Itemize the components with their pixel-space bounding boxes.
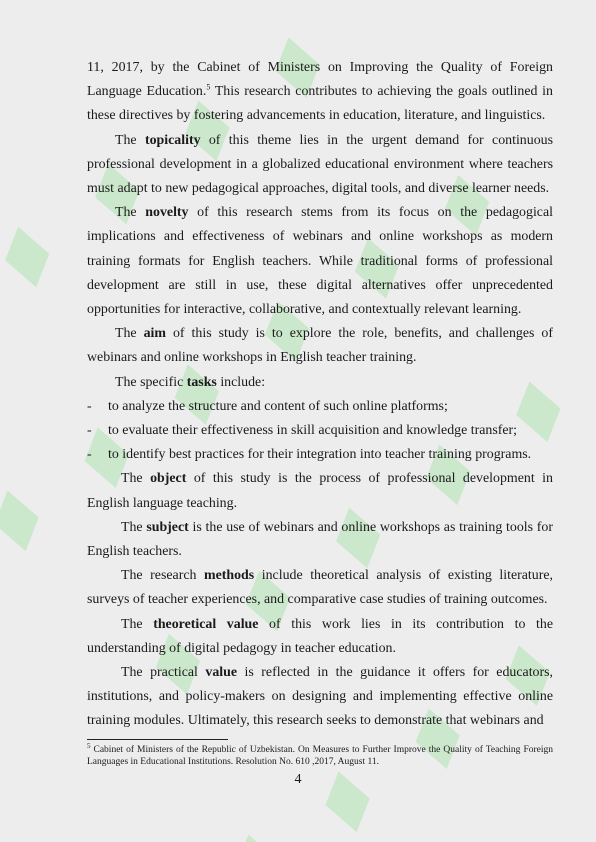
keyword-theoretical-value: theoretical value [153, 616, 259, 632]
task-list-item: - to identify best practices for their integration into teacher training programs. [87, 447, 532, 463]
keyword-object: object [150, 471, 187, 487]
paragraph-topicality: The topicality of this theme lies in the urgent demand for continuous professional development in a globalized educational environment where teachers must adapt to new pedagogical approaches, digital tools, and diverse learner needs. [87, 132, 553, 197]
footnote-reference[interactable]: 5 [206, 82, 211, 92]
keyword-novelty: novelty [145, 205, 189, 221]
keyword-methods: methods [204, 568, 255, 584]
footnote-text: Cabinet of Ministers of the Republic of Uzbekistan. On Measures to Further Improve the Quality of Teaching Foreign Languages in Educational Institutions. Resolution No. 610 ,2017, August 11. [87, 745, 553, 768]
paragraph-methods: The research methods include theoretical analysis of existing literature, surveys of teacher experiences, and comparative case studies of training outcomes. [87, 568, 553, 608]
paragraph-novelty: The novelty of this research stems from its focus on the pedagogical implications and effectiveness of webinars and online workshops as modern training formats for English teachers. While traditional forms of professional development are still in use, these digital alternatives offer unprecedented opportunities for interactive, collaborative, and contextually relevant learning. [87, 205, 553, 318]
keyword-topicality: topicality [144, 132, 201, 148]
paragraph-object: The object of this study is the process of professional development in English language teaching. [87, 471, 553, 511]
keyword-subject: subject [146, 519, 189, 535]
paragraph-intro-continued: 11, 2017, by the Cabinet of Ministers on Improving the Quality of Foreign Language Education.$^5$ This research contributes to achieving the goals outlined in these directives by fostering advancements in education, literature, and linguistics. [87, 60, 553, 124]
body-text [87, 56, 553, 734]
paragraph-subject: The subject is the use of webinars and online workshops as training tools for English teachers. [87, 519, 553, 560]
keyword-value: value [205, 665, 238, 681]
footnote [87, 741, 553, 769]
footnote-separator [87, 739, 228, 740]
keyword-tasks: tasks [186, 374, 217, 390]
footnote-number: 5 [87, 741, 91, 750]
paragraph-practical-value: The practical value is reflected in the guidance it offers for educators, institutions, and policy-makers on designing and implementing effective online training modules. Ultimately, this research seeks to demonstrate that webinars and [87, 665, 553, 729]
page-number: 4 [294, 772, 302, 787]
paragraph-aim: The aim of this study is to explore the role, benefits, and challenges of webinars and online workshops in English teacher training. [87, 326, 553, 366]
paragraph-tasks: The specific tasks include: [115, 374, 266, 390]
keyword-aim: aim [143, 326, 166, 342]
task-list-item: - to analyze the structure and content of such online platforms; [87, 398, 448, 414]
task-list-item: - to evaluate their effectiveness in skill acquisition and knowledge transfer; [87, 423, 518, 439]
paragraph-theoretical-value: The theoretical value of this work lies in its contribution to the understanding of digital pedagogy in teacher education. [87, 616, 553, 656]
